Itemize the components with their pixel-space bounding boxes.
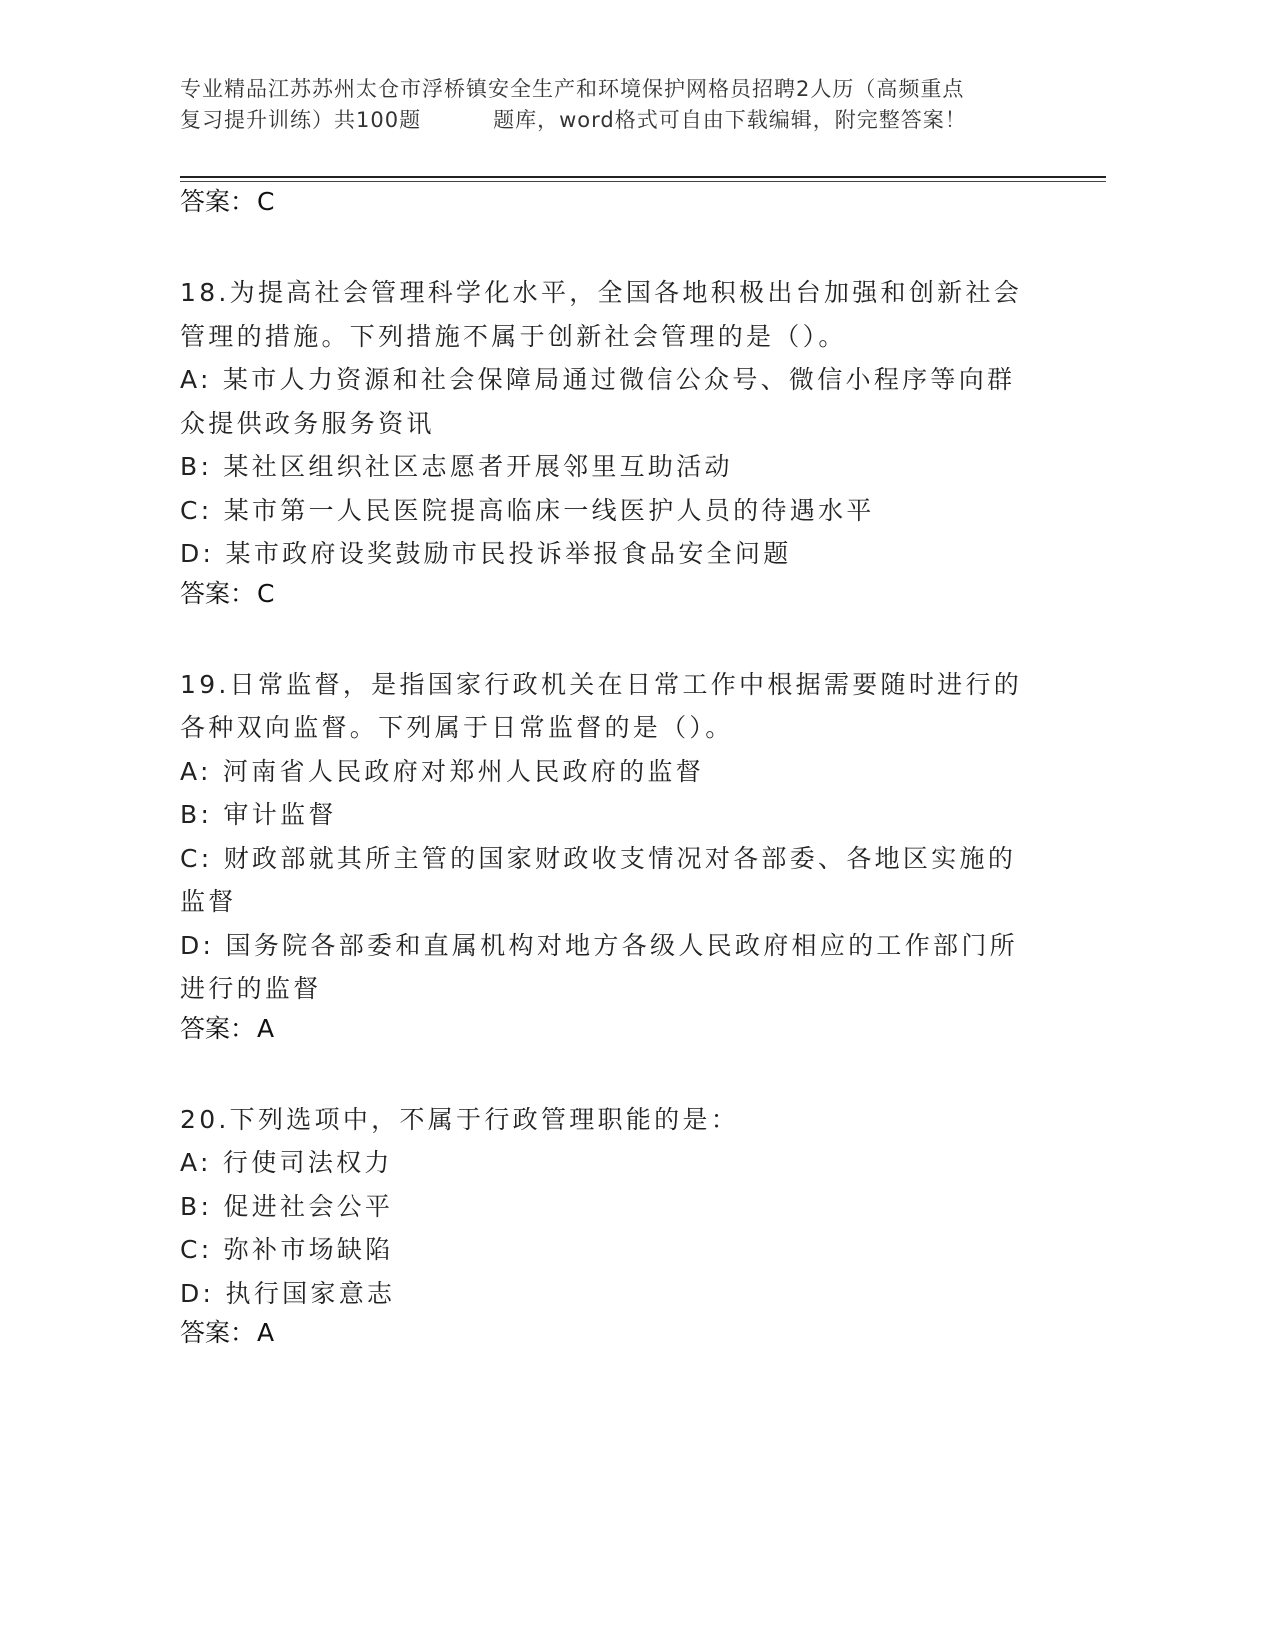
answer-value: A: [257, 1013, 275, 1043]
option-a: A: 行使司法权力: [180, 1148, 393, 1177]
answer-label: 答案：: [180, 578, 256, 608]
header-line-2-left: 复习提升训练）共100题: [180, 108, 422, 132]
answer-value: A: [257, 1318, 275, 1347]
answer-line: [180, 577, 1030, 611]
option-b: B: 促进社会公平: [180, 1191, 394, 1221]
option-d: D: 某市政府设奖鼓励市民投诉举报食品安全问题: [180, 539, 792, 568]
option-c: C: 财政部就其所主管的国家财政收支情况对各部委、各地区实施的监督: [180, 843, 1017, 916]
answer-value: C: [257, 578, 275, 608]
question-20: [180, 1098, 1030, 1351]
answer-line: [180, 1012, 1030, 1046]
header-line-1: 专业精品江苏苏州太仓市浮桥镇安全生产和环境保护网格员招聘2人历（高频重点: [180, 77, 965, 101]
option-b: B: 审计监督: [180, 800, 337, 829]
question-list: [180, 185, 1030, 1350]
header-divider-thin: [180, 181, 1106, 182]
answer-label: 答案：: [180, 1013, 256, 1043]
question-18: [180, 271, 1030, 611]
question-19: [180, 663, 1030, 1046]
answer-line: [180, 1316, 1030, 1350]
header-line-2: [180, 105, 1060, 136]
question-stem: 20.下列选项中，不属于行政管理职能的是：: [180, 1104, 740, 1134]
page-header: [180, 74, 1060, 136]
answer-label: 答案：: [180, 187, 256, 216]
header-line-2-right: 题库，word格式可自由下载编辑，附完整答案！: [493, 108, 967, 132]
option-c: C: 弥补市场缺陷: [180, 1235, 394, 1264]
option-c: C: 某市第一人民医院提高临床一线医护人员的待遇水平: [180, 495, 875, 525]
option-a: A: 某市人力资源和社会保障局通过微信公众号、微信小程序等向群众提供政务服务资讯: [180, 365, 1016, 438]
answer-label: 答案：: [180, 1318, 256, 1347]
option-a: A: 河南省人民政府对郑州人民政府的监督: [180, 756, 705, 786]
answer-value: C: [257, 187, 275, 216]
header-divider: [180, 176, 1106, 178]
option-d: D: 国务院各部委和直属机构对地方各级人民政府相应的工作部门所进行的监督: [180, 930, 1018, 1003]
question-stem: 19.日常监督，是指国家行政机关在日常工作中根据需要随时进行的各种双向监督。下列属于日常监督的是（）。: [180, 669, 1023, 742]
option-b: B: 某社区组织社区志愿者开展邻里互助活动: [180, 452, 733, 481]
option-d: D: 执行国家意志: [180, 1278, 396, 1308]
answer-line: [180, 185, 1030, 219]
question-stem: 18.为提高社会管理科学化水平，全国各地积极出台加强和创新社会管理的措施。下列措施不属于创新社会管理的是（）。: [180, 278, 1023, 351]
